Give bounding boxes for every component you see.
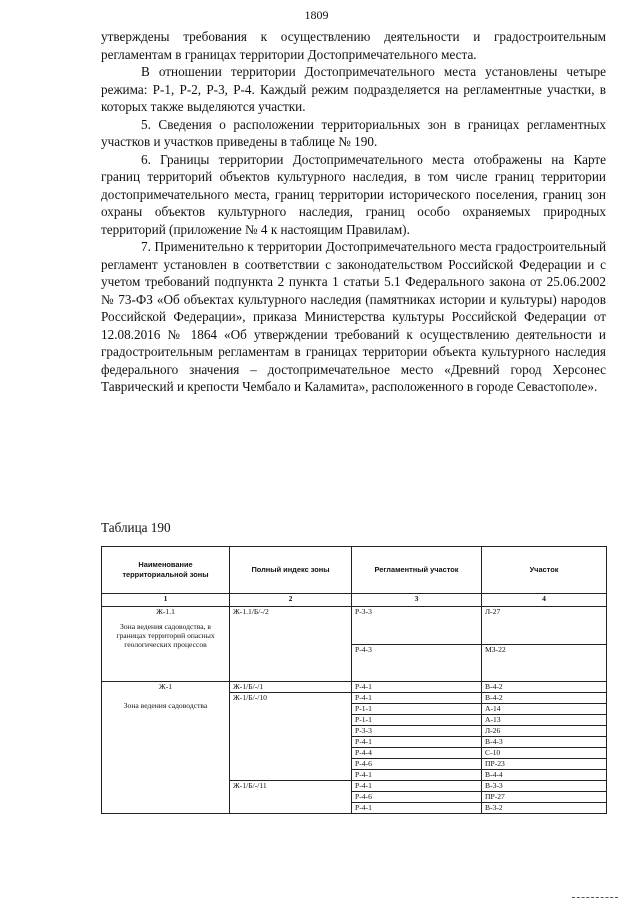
header-plot: Участок [482,547,607,594]
reg-cell: Р-4-1 [352,803,482,814]
plot-cell: А-14 [482,704,607,715]
reg-cell: Р-1-1 [352,704,482,715]
col-number: 3 [352,594,482,607]
zone-cell [102,682,230,814]
plot-cell: В-3-2 [482,803,607,814]
plot-cell: ПР-23 [482,759,607,770]
plot-cell: В-4-2 [482,682,607,693]
plot-cell: В-4-4 [482,770,607,781]
reg-cell: Р-4-6 [352,759,482,770]
plot-cell: В-4-2 [482,693,607,704]
reg-cell: Р-4-1 [352,737,482,748]
page-footer-mark [572,897,618,898]
reg-cell: Р-1-1 [352,715,482,726]
plot-cell: В-3-3 [482,781,607,792]
plot-cell: С-10 [482,748,607,759]
zone-name: Зона ведения садоводства, в границах территорий опасных геологических процессов [116,622,215,649]
zone-name: Зона ведения садоводства [123,701,208,710]
col-number: 1 [102,594,230,607]
header-zone-index: Полный индекс зоны [230,547,352,594]
plot-cell: ПР-27 [482,792,607,803]
page-number: 1809 [304,8,329,22]
zone-index-cell: Ж-1.1/Б/-/2 [230,607,352,682]
table-row [102,682,607,693]
zone-code: Ж-1.1 [156,607,175,616]
table-header-row [102,547,607,594]
reg-cell: Р-4-1 [352,682,482,693]
header-zone-name: Наименование территориальной зоны [102,547,230,594]
reg-cell: Р-4-3 [352,644,482,682]
zone-code: Ж-1 [158,682,173,691]
zone-index-cell: Ж-1/Б/-/1 [230,682,352,693]
paragraph-2: В отношении территории Достопримечательного места установлены четыре режима: Р-1, Р-2, Р-3, Р-4. Каждый режим подразделяется на регламентные участки, в которых также выделяются участки. [101,64,606,114]
paragraph-5: 7. Применительно к территории Достопримечательного места градостроительный регламент установлен в соответствии с законодательством Российской Федерации и с учетом требований подпункта 2 пункта 1 статьи 5.1 Федерального закона от 25.06.2002 № 73-ФЗ «Об объектах культурного наследия (памятниках истории и культуры) народов Российской Федерации», приказа Министерства культуры Российской Федерации от 12.08.2016 № 1864 «Об утверждении требований к осуществлению деятельности и градостроительным регламентам в границах территории объекта культурного наследия федерального значения – достопримечательное место «Древний город Херсонес Таврический и крепости Чембало и Каламита», расположенного в городе Севастополе». [101,239,606,394]
plot-cell: А-13 [482,715,607,726]
plot-cell: Л-26 [482,726,607,737]
reg-cell: Р-4-6 [352,792,482,803]
reg-cell: Р-4-1 [352,693,482,704]
zone-index-cell: Ж-1/Б/-/11 [230,781,352,814]
document-body [101,28,606,396]
col-number: 2 [230,594,352,607]
plot-cell: МЗ-22 [482,644,607,682]
paragraph-1: утверждены требования к осуществлению деятельности и градостроительным регламентам в границах территории Достопримечательного места. [101,29,606,62]
zones-table [101,546,607,814]
table-row [102,607,607,645]
reg-cell: Р-4-4 [352,748,482,759]
paragraph-4: 6. Границы территории Достопримечательного места отображены на Карте границ территорий объектов культурного наследия, в том числе границ территории достопримечательного места, границ территории исторического поселения, границ зон охраны объектов культурного наследия, границ особо охраняемых природных территорий (приложение № 4 к настоящим Правилам). [101,151,606,237]
zone-index-cell: Ж-1/Б/-/10 [230,693,352,781]
header-reg-section: Регламентный участок [352,547,482,594]
reg-cell: Р-4-1 [352,781,482,792]
reg-cell: Р-3-3 [352,726,482,737]
col-number: 4 [482,594,607,607]
reg-cell: Р-4-1 [352,770,482,781]
table-caption: Таблица 190 [101,520,171,535]
table-number-row [102,594,607,607]
zone-cell [102,607,230,682]
paragraph-3: 5. Сведения о расположении территориальных зон в границах регламентных участков и участков приведены в таблице № 190. [101,116,606,149]
reg-cell: Р-3-3 [352,607,482,645]
plot-cell: Л-27 [482,607,607,645]
plot-cell: В-4-3 [482,737,607,748]
